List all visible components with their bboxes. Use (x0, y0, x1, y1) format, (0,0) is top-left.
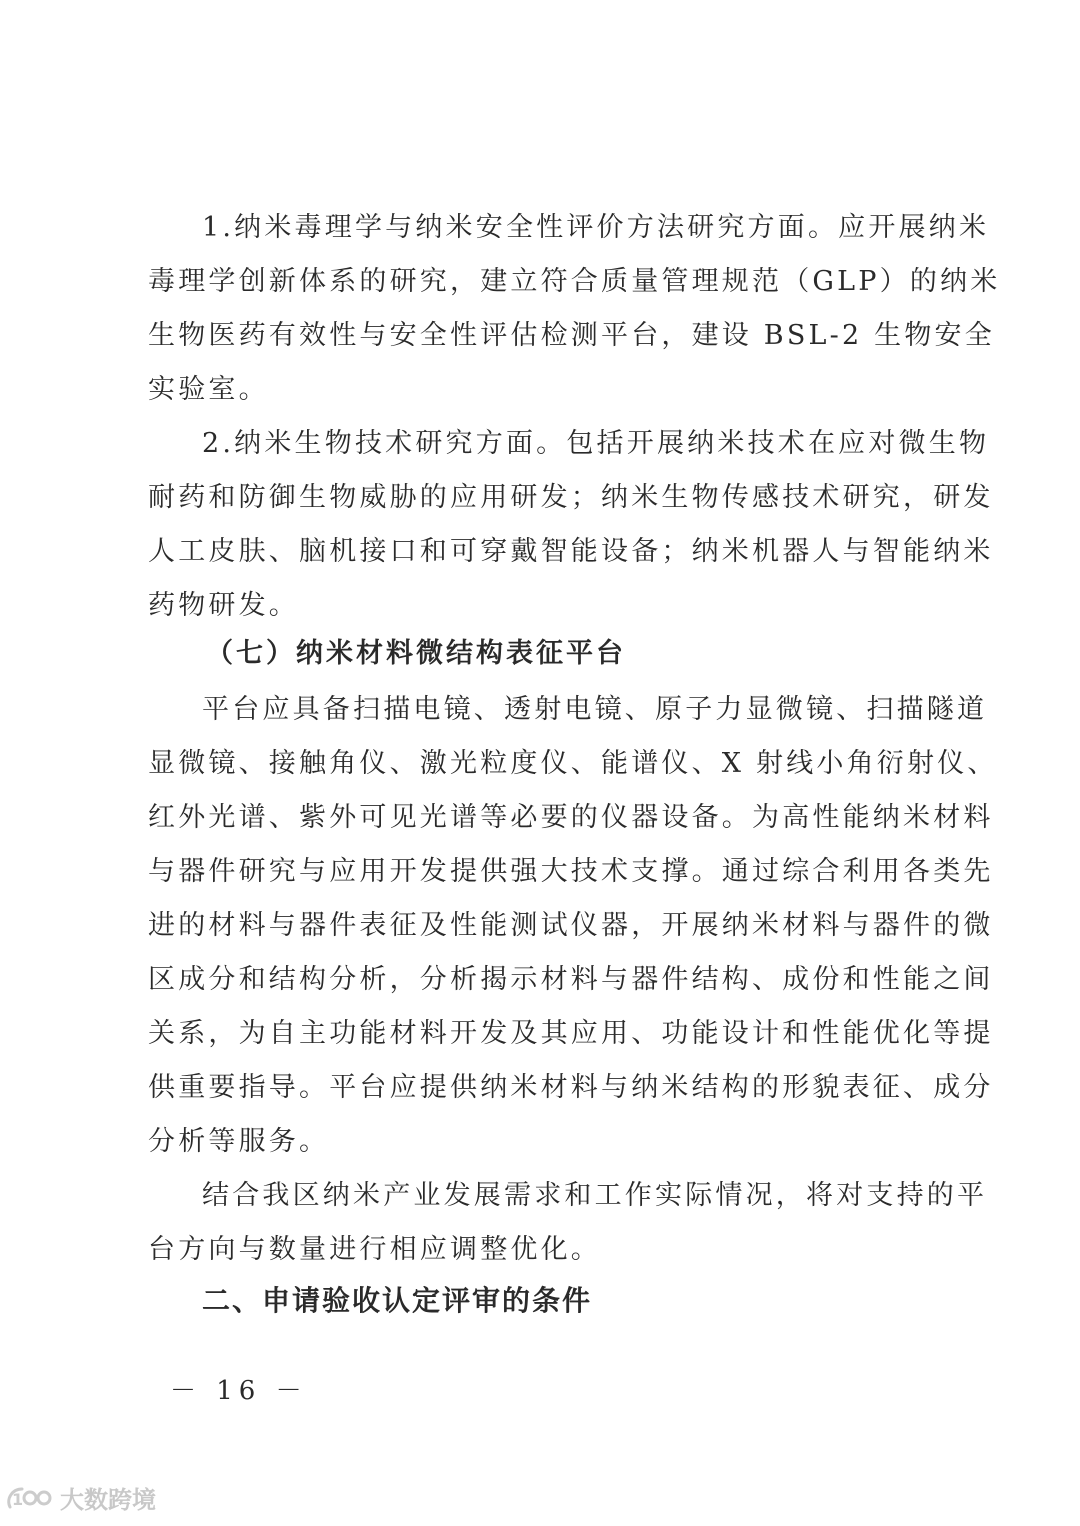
platform-line-8: 供重要指导。平台应提供纳米材料与纳米结构的形貌表征、成分 (148, 1072, 994, 1103)
section-2-line-4: 药物研发。 (148, 590, 299, 621)
section-heading-2: 二、申请验收认定评审的条件 (202, 1284, 593, 1317)
subheading-microstructure-platform: （七）纳米材料微结构表征平台 (206, 638, 626, 669)
section-1-line-2: 毒理学创新体系的研究，建立符合质量管理规范（GLP）的纳米 (148, 266, 1001, 297)
platform-line-6: 区成分和结构分析，分析揭示材料与器件结构、成份和性能之间 (148, 964, 994, 995)
section-2-line-2: 耐药和防御生物威胁的应用研发；纳米生物传感技术研究，研发 (148, 482, 994, 513)
svg-text:1: 1 (12, 1489, 24, 1509)
platform-line-7: 关系，为自主功能材料开发及其应用、功能设计和性能优化等提 (148, 1018, 994, 1049)
section-1-line-4: 实验室。 (148, 374, 269, 405)
platform-line-9: 分析等服务。 (148, 1126, 330, 1157)
watermark-text: 大数跨境 (60, 1486, 156, 1514)
adjust-line-2: 台方向与数量进行相应调整优化。 (148, 1234, 601, 1265)
platform-line-1: 平台应具备扫描电镜、透射电镜、原子力显微镜、扫描隧道 (202, 694, 988, 725)
section-1-line-1: 1.纳米毒理学与纳米安全性评价方法研究方面。应开展纳米 (202, 212, 990, 243)
section-2-line-3: 人工皮肤、脑机接口和可穿戴智能设备；纳米机器人与智能纳米 (148, 536, 994, 567)
platform-line-5: 进的材料与器件表征及性能测试仪器，开展纳米材料与器件的微 (148, 910, 994, 941)
page-number: － 16 － (170, 1376, 308, 1406)
platform-line-2: 显微镜、接触角仪、激光粒度仪、能谱仪、X 射线小角衍射仪、 (148, 748, 998, 779)
logo-icon (4, 1481, 56, 1515)
section-1-line-3: 生物医药有效性与安全性评估检测平台，建设 BSL-2 生物安全 (148, 320, 995, 351)
platform-line-4: 与器件研究与应用开发提供强大技术支撑。通过综合利用各类先 (148, 856, 994, 887)
watermark (4, 1480, 156, 1515)
section-2-line-1: 2.纳米生物技术研究方面。包括开展纳米技术在应对微生物 (202, 428, 990, 459)
platform-line-3: 红外光谱、紫外可见光谱等必要的仪器设备。为高性能纳米材料 (148, 802, 994, 833)
adjust-line-1: 结合我区纳米产业发展需求和工作实际情况，将对支持的平 (202, 1180, 988, 1211)
